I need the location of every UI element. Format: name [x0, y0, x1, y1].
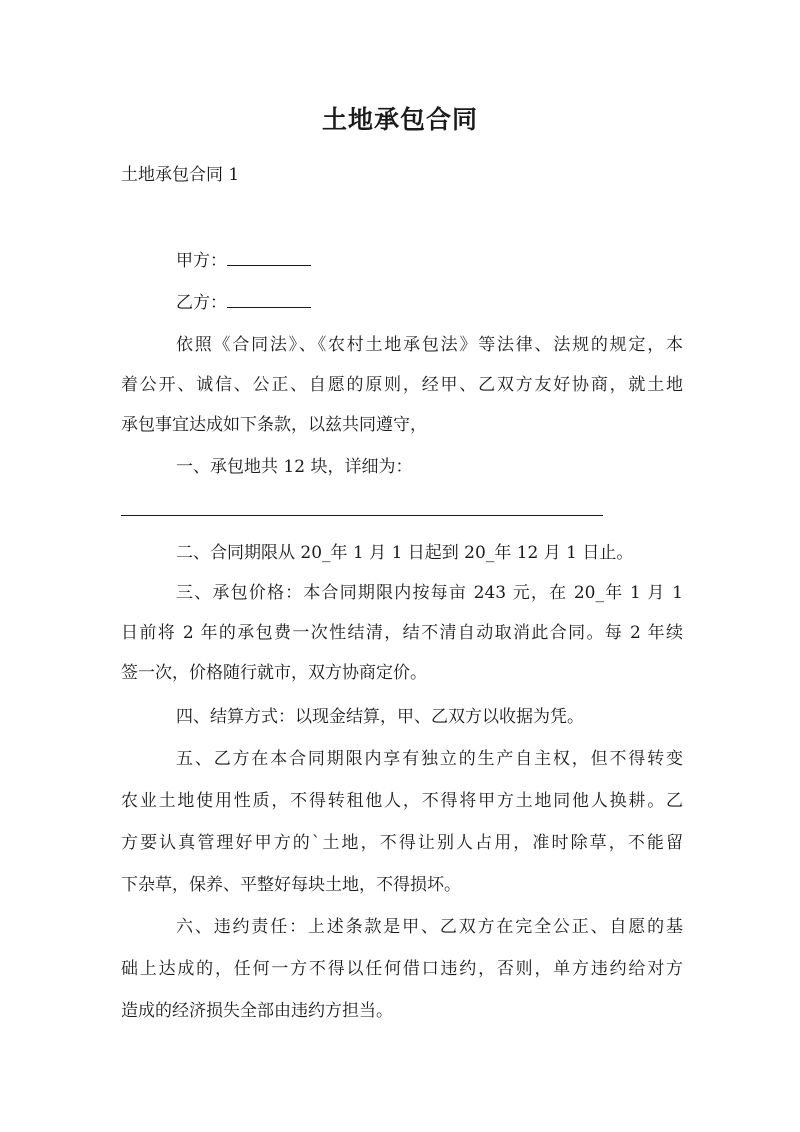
clause-3-line-3: 签一次，价格随行就市，双方协商定价。	[121, 663, 427, 683]
detail-blank-line	[121, 515, 603, 516]
party-b-blank	[227, 293, 311, 308]
intro-line-2: 着公开、诚信、公正、自愿的原则，经甲、乙双方友好协商，就土地	[121, 375, 683, 395]
intro-line-1: 依照《合同法》、《农村土地承包法》等法律、法规的规定，本	[176, 335, 683, 355]
clause-5-line-1: 五、乙方在本合同期限内享有独立的生产自主权，但不得转变	[176, 749, 683, 769]
clause-5-line-4: 下杂草，保养、平整好每块土地，不得损坏。	[121, 875, 461, 895]
document-subtitle: 土地承包合同 1	[121, 165, 240, 185]
intro-line-3: 承包事宜达成如下条款，以兹共同遵守，	[121, 415, 427, 435]
clause-1: 一、承包地共 12 块，详细为：	[176, 457, 413, 477]
page-title: 土地承包合同	[321, 105, 478, 134]
clause-4: 四、结算方式：以现金结算，甲、乙双方以收据为凭。	[176, 707, 584, 727]
clause-6-line-1: 六、违约责任：上述条款是甲、乙双方在完全公正、自愿的基	[176, 917, 683, 937]
clause-6-line-2: 础上达成的，任何一方不得以任何借口违约，否则，单方违约给对方	[121, 959, 683, 979]
clause-6-line-3: 造成的经济损失全部由违约方担当。	[121, 1001, 393, 1021]
clause-2: 二、合同期限从 20_年 1 月 1 日起到 20_年 12 月 1 日止。	[176, 543, 634, 563]
party-a-blank	[227, 251, 311, 266]
clause-3-line-2: 日前将 2 年的承包费一次性结清，结不清自动取消此合同。每 2 年续	[121, 623, 683, 643]
party-b-label: 乙方：	[176, 293, 227, 313]
clause-3-line-1: 三、承包价格：本合同期限内按每亩 243 元，在 20_年 1 月 1	[176, 583, 683, 603]
clause-5-line-3: 方要认真管理好甲方的`土地，不得让别人占用，准时除草，不能留	[121, 833, 683, 853]
party-a-label: 甲方：	[176, 251, 227, 271]
clause-5-line-2: 农业土地使用性质，不得转租他人，不得将甲方土地同他人换耕。乙	[121, 791, 683, 811]
party-a-line	[176, 246, 311, 271]
party-b-line	[176, 288, 311, 313]
